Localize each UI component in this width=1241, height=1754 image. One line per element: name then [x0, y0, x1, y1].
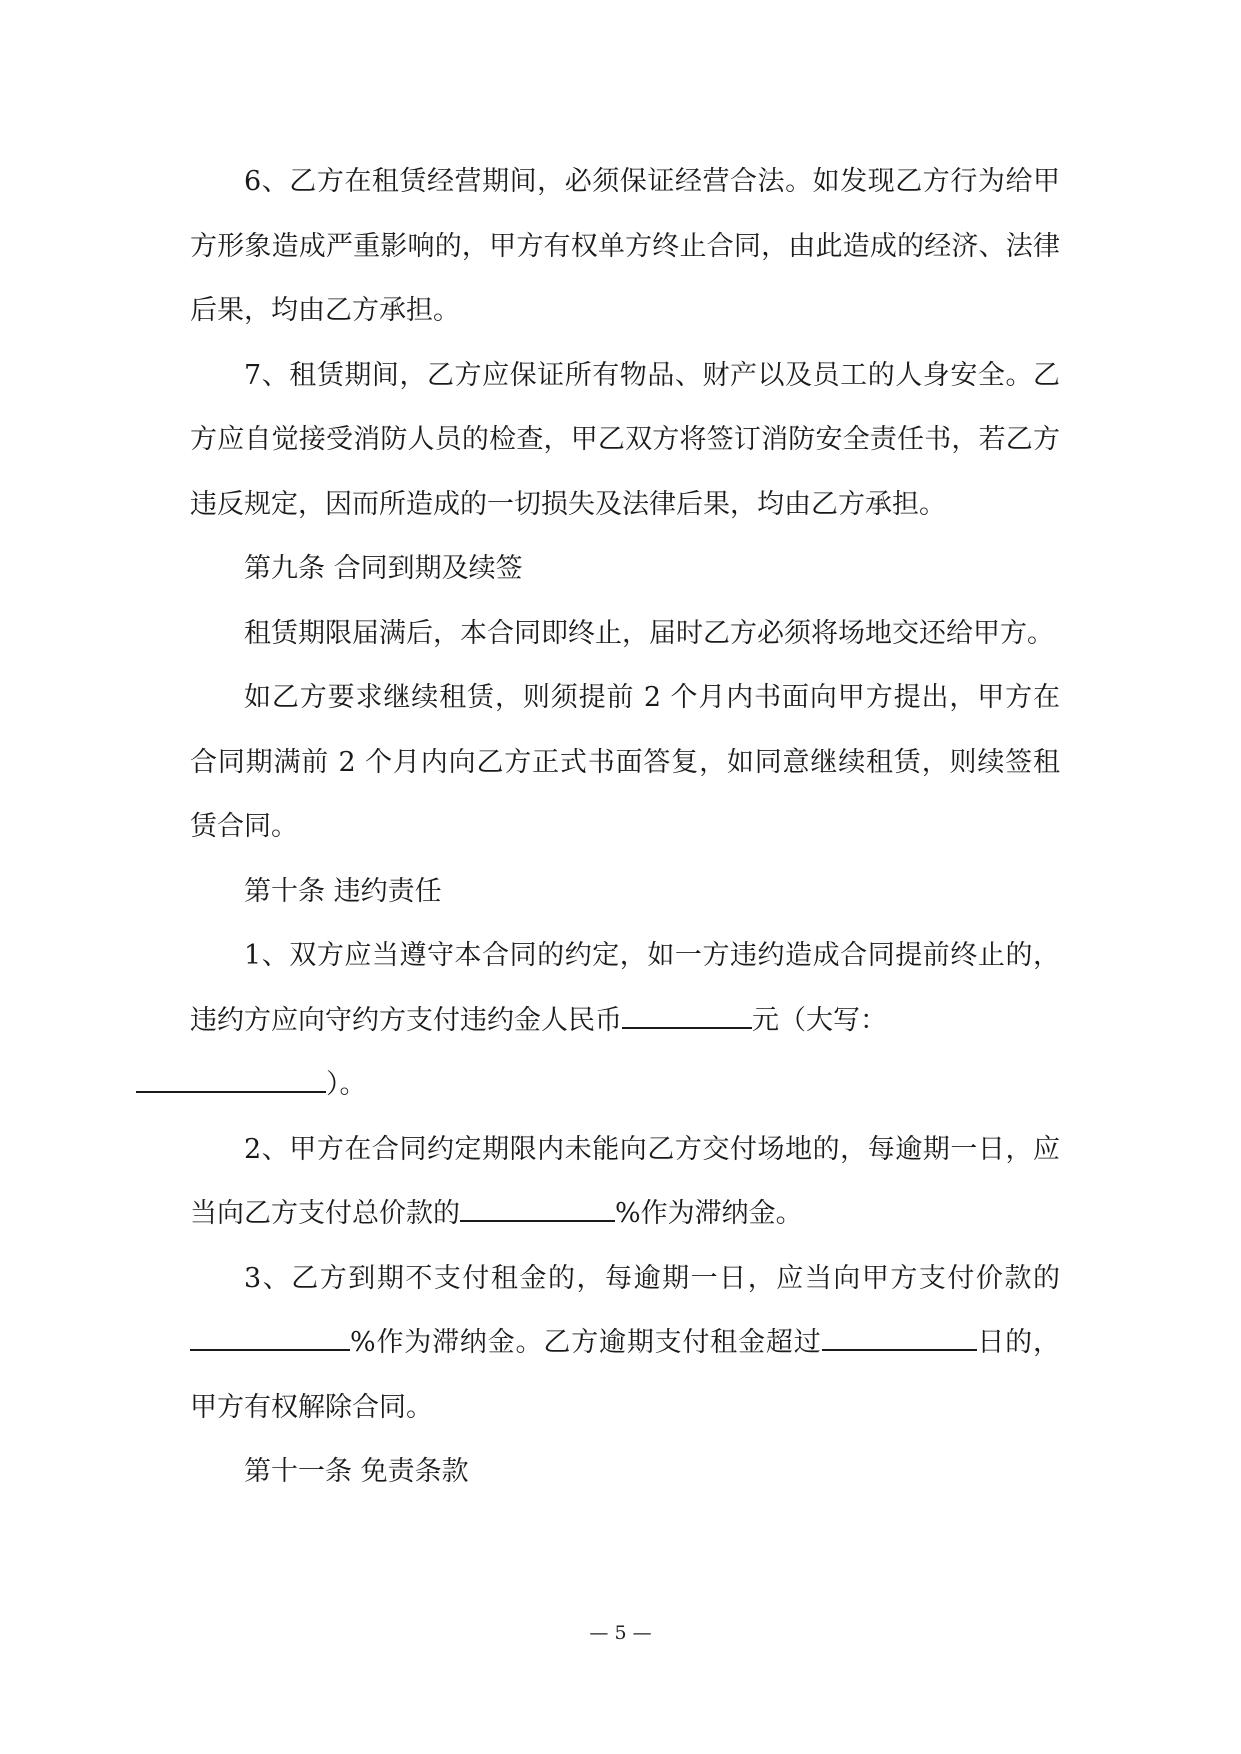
fill-in-blank[interactable] [622, 1005, 752, 1029]
article-10-heading: 第十条 违约责任 [244, 875, 442, 907]
clause-text: %作为滞纳金。 [615, 1198, 803, 1229]
article-9-paragraph-1: 租赁期限届满后，本合同即终止，届时乙方必须将场地交还给甲方。 [244, 617, 1054, 649]
fill-in-blank[interactable] [136, 1069, 326, 1093]
clause-6: 6、乙方在租赁经营期间，必须保证经营合法。如发现乙方行为给甲方形象造成严重影响的，甲方有权单方终止合同，由此造成的经济、法律后果，均由乙方承担。 [190, 166, 1060, 326]
page-number: — 5 — [589, 1622, 652, 1644]
document-body [190, 150, 1060, 1505]
fill-in-blank[interactable] [190, 1327, 350, 1351]
article-10-clause-3 [190, 1247, 1060, 1441]
clause-text: ）。 [326, 1069, 367, 1100]
clause-7: 7、租赁期间，乙方应保证所有物品、财产以及员工的人身安全。乙方应自觉接受消防人员的检查，甲乙双方将签订消防安全责任书，若乙方违反规定，因而所造成的一切损失及法律后果，均由乙方承担。 [190, 359, 1060, 520]
clause-text: 元（大写： [752, 1004, 887, 1036]
clause-text: 1、双方应当遵守本合同的约定，如一方违约造成合同提前终止的，违约方应向守约方支付违约金人民币 [190, 940, 1060, 1036]
article-9-heading: 第九条 合同到期及续签 [244, 553, 523, 584]
article-11-heading: 第十一条 免责条款 [244, 1456, 469, 1487]
clause-text: %作为滞纳金。乙方逾期支付租金超过 [350, 1327, 822, 1358]
article-10-clause-1 [190, 924, 1060, 1118]
article-10-clause-2 [190, 1118, 1060, 1247]
clause-text: 日的，甲方有权解除合同。 [190, 1327, 1060, 1423]
fill-in-blank[interactable] [460, 1198, 615, 1222]
fill-in-blank[interactable] [822, 1327, 977, 1351]
clause-text: 2、甲方在合同约定期限内未能向乙方交付场地的，每逾期一日，应当向乙方支付总价款的 [190, 1133, 1060, 1229]
clause-text: 3、乙方到期不支付租金的，每逾期一日，应当向甲方支付价款的 [244, 1262, 1060, 1294]
article-9-paragraph-2: 如乙方要求继续租赁，则须提前 2 个月内书面向甲方提出，甲方在合同期满前 2 个月内向乙方正式书面答复，如同意继续租赁，则续签租赁合同。 [190, 682, 1060, 842]
